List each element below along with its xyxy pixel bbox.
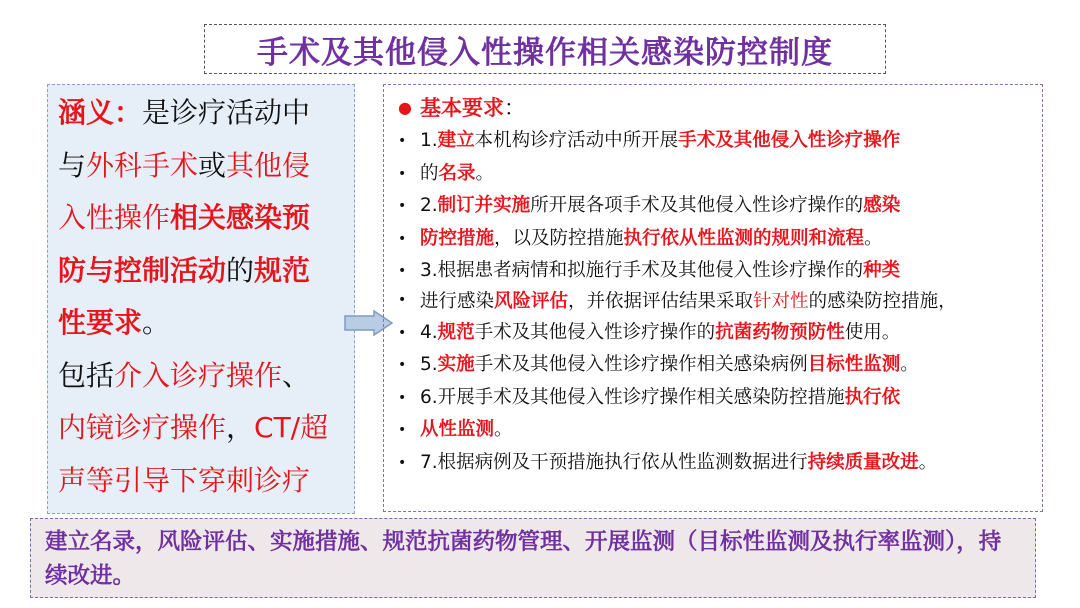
text-run: 或 [198, 148, 227, 182]
bullet-dot-icon: • [398, 324, 407, 341]
text-run: 进行感染 [420, 290, 495, 312]
text-run: 入性操作 [58, 201, 171, 234]
requirement-item [394, 317, 1042, 350]
text-run: 针对性 [753, 290, 809, 312]
text-run: 介入诊疗操作 [114, 358, 283, 392]
text-run: 与 [58, 148, 87, 182]
text-run: 手术及其他侵入性诊疗操作相关感染病例 [474, 354, 808, 375]
bullet-dot-icon: ● [398, 98, 412, 117]
text-run: CT/超 [254, 411, 329, 444]
text-run: 的 [420, 162, 439, 184]
text-run: 相关感染预 [170, 201, 311, 234]
bullet-dot-icon: • [398, 165, 407, 182]
bullet-dot-icon: • [398, 230, 407, 247]
text-run: 。 [142, 306, 171, 339]
definition-line [58, 297, 354, 350]
text-run: 规范 [437, 321, 475, 343]
bullet-dot-icon: • [398, 133, 407, 149]
text-run: 实施 [437, 354, 475, 375]
requirement-item [394, 190, 1042, 223]
requirement-item [394, 447, 1042, 480]
text-run: ，以及防控措施 [494, 227, 624, 249]
bullet-dot-icon: • [398, 291, 407, 308]
text-run: 。 [918, 451, 938, 473]
text-run: 外科手术 [86, 148, 199, 182]
text-run: 执行依 [844, 386, 901, 408]
bullet-dot-icon: • [398, 263, 407, 279]
text-run: 其他侵 [226, 148, 311, 182]
text-run: 3.根据患者病情和拟施行手术及其他侵入性诊疗操作的 [420, 260, 864, 281]
text-run: 。 [864, 227, 883, 249]
text-run: 的感染防控措施， [808, 290, 957, 312]
definition-line [58, 402, 354, 455]
text-run: 防控措施 [420, 227, 495, 249]
requirement-item [394, 349, 1042, 382]
text-run: 的 [226, 253, 255, 287]
text-run: 执行依从性监测的规则和流程 [623, 227, 865, 249]
text-run: 抗菌药物预防性 [715, 321, 845, 343]
text-run: 手术及其他侵入性诊疗操作的 [474, 321, 716, 343]
text-run: ，并依据评估结果采取 [568, 290, 754, 312]
text-run: 。 [494, 419, 513, 440]
definition-line [58, 350, 354, 403]
text-run: 声等引导下穿刺诊疗 [58, 463, 311, 497]
summary-box: 建立名录，风险评估、实施措施、规范抗菌药物管理、开展监测（目标性监测及执行率监测），持续改进。 [30, 518, 1036, 598]
text-run: 手术及其他侵入性诊疗操作 [678, 130, 901, 151]
requirements-heading-suffix: ： [504, 96, 525, 120]
definition-line [58, 192, 354, 245]
text-run: 、 [282, 358, 311, 392]
text-run: 。 [475, 162, 495, 184]
requirement-item [394, 223, 1042, 256]
definition-line [58, 140, 354, 193]
requirement-item [394, 414, 1042, 447]
text-run: 种类 [863, 260, 901, 281]
text-run: 涵义： [58, 96, 143, 129]
definition-line [58, 455, 354, 508]
text-run: 所开展各项手术及其他侵入性诊疗操作的 [530, 195, 864, 216]
text-run: 内镜诊疗操作 [58, 411, 227, 444]
bullet-dot-icon: • [398, 454, 407, 471]
definition-line [58, 245, 354, 298]
text-run: 7.根据病例及干预措施执行依从性监测数据进行 [420, 451, 808, 473]
text-run: 从性监测 [420, 419, 495, 440]
requirement-item [394, 382, 1042, 415]
text-run: 本机构诊疗活动中所开展 [474, 130, 679, 151]
text-run: 4. [420, 321, 438, 343]
requirement-item [394, 125, 1042, 158]
text-run: 建立 [437, 130, 475, 151]
requirement-item [394, 288, 1042, 317]
text-run: 名录 [438, 162, 476, 184]
bullet-dot-icon: • [398, 357, 407, 373]
text-run: 制订并实施 [437, 195, 531, 216]
text-run: 。 [900, 354, 919, 375]
definition-line [58, 87, 354, 140]
text-run: ， [226, 411, 255, 444]
requirement-item [394, 158, 1042, 191]
text-run: 风险评估 [494, 290, 569, 312]
text-run: 2. [420, 195, 438, 216]
text-run: 5. [420, 354, 438, 375]
definition-panel [47, 84, 355, 514]
text-run: 持续质量改进 [807, 451, 919, 473]
requirement-item [394, 255, 1042, 288]
text-run: 包括 [58, 358, 115, 392]
requirements-panel [383, 84, 1043, 512]
text-run: 性要求 [58, 306, 143, 339]
bullet-dot-icon: • [398, 422, 407, 438]
requirements-heading [394, 91, 1042, 125]
text-run: 规范 [254, 253, 311, 287]
requirements-heading-text: 基本要求 [420, 96, 504, 120]
text-run: 感染 [863, 195, 901, 216]
text-run: 6.开展手术及其他侵入性诊疗操作相关感染防控措施 [420, 386, 845, 408]
text-run: 是诊疗活动中 [142, 96, 311, 129]
page-title: 手术及其他侵入性操作相关感染防控制度 [204, 24, 886, 74]
text-run: 防与控制活动 [58, 253, 227, 287]
text-run: 使用。 [844, 321, 901, 343]
bullet-dot-icon: • [398, 389, 407, 406]
text-run: 1. [420, 130, 438, 151]
bullet-dot-icon: • [398, 198, 407, 214]
text-run: 目标性监测 [807, 354, 901, 375]
requirements-list [394, 125, 1042, 479]
